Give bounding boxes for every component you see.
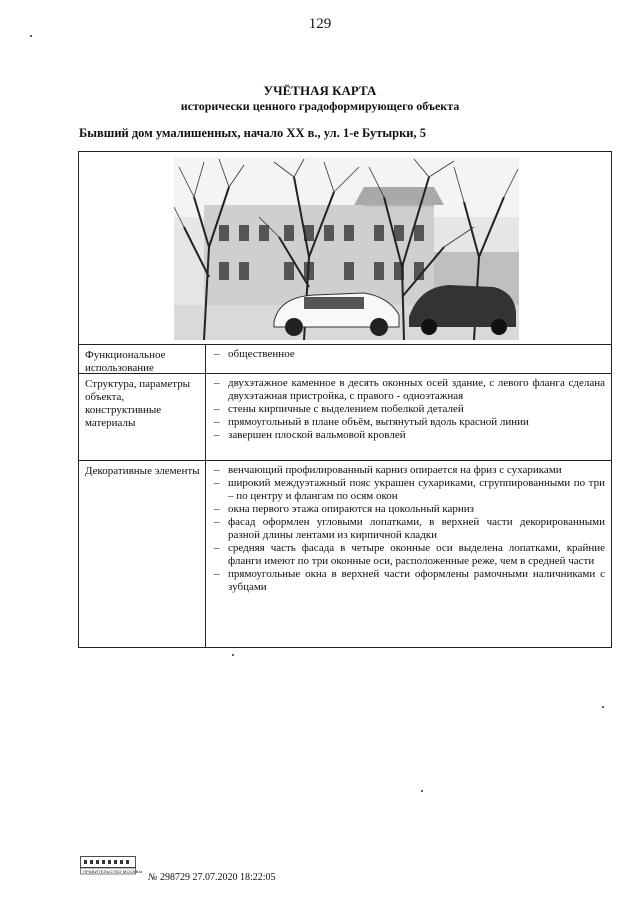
row-label: Функциональное использование bbox=[79, 345, 206, 373]
object-name: Бывший дом умалишенных, начало XX в., ул. 1-е Бутырки, 5 bbox=[79, 126, 426, 140]
card-subtitle: исторически ценного градоформирующего объекта bbox=[180, 99, 460, 113]
row-label: Структура, параметры объекта, конструктивные материалы bbox=[79, 374, 206, 460]
list-item: – прямоугольные окна в верхней части оформлены рамочными наличниками с зубцами bbox=[210, 568, 605, 594]
scan-speck bbox=[30, 35, 32, 37]
scan-speck bbox=[232, 654, 234, 656]
page-number: 129 bbox=[308, 16, 332, 32]
row-content bbox=[206, 461, 611, 647]
list-item: – широкий междуэтажный пояс украшен сухариками, сгруппированными по три – по центру и флангам по осям окон bbox=[210, 477, 605, 503]
list-item: – стены кирпичные с выделением побелкой деталей bbox=[210, 403, 605, 416]
row-content bbox=[206, 345, 611, 373]
row-structure bbox=[79, 374, 611, 461]
list-item: – завершен плоской вальмовой кровлей bbox=[210, 429, 605, 442]
scan-speck bbox=[421, 790, 423, 792]
list-item: – окна первого этажа опираются на цокольный карниз bbox=[210, 503, 605, 516]
list-item: – фасад оформлен угловыми лопатками, в верхней части декорированными разной длины лентами из кирпичной кладки bbox=[210, 516, 605, 542]
scan-speck bbox=[602, 706, 604, 708]
list-item: – венчающий профилированный карниз опирается на фриз с сухариками bbox=[210, 464, 605, 477]
row-decorative-elements bbox=[79, 461, 611, 647]
stamp-text: ПРАВИТЕЛЬСТВО МОСКВЫ bbox=[83, 869, 143, 874]
list-item: – двухэтажное каменное в десять оконных осей здание, с левого фланга сделана двухэтажная пристройка, с правого - одноэтажная bbox=[210, 377, 605, 403]
photo-cell bbox=[79, 152, 611, 345]
row-content bbox=[206, 374, 611, 460]
registration-mark: № bbox=[148, 872, 158, 883]
registration-text: 298729 27.07.2020 18:22:05 bbox=[159, 872, 276, 883]
list-item: – средняя часть фасада в четыре оконные оси выделена лопатками, крайние фланги имеют по три оконные оси, расположенные реже, чем в средней части bbox=[210, 542, 605, 568]
building-photo bbox=[174, 157, 519, 340]
row-label: Декоративные элементы bbox=[79, 461, 206, 647]
list-item: – прямоугольный в плане объём, вытянутый вдоль красной линии bbox=[210, 416, 605, 429]
registration-line bbox=[148, 872, 276, 883]
list-item: – общественное bbox=[210, 348, 605, 361]
card-title: УЧЁТНАЯ КАРТА bbox=[263, 83, 377, 98]
record-card-table bbox=[78, 151, 612, 648]
row-functional-use bbox=[79, 345, 611, 374]
